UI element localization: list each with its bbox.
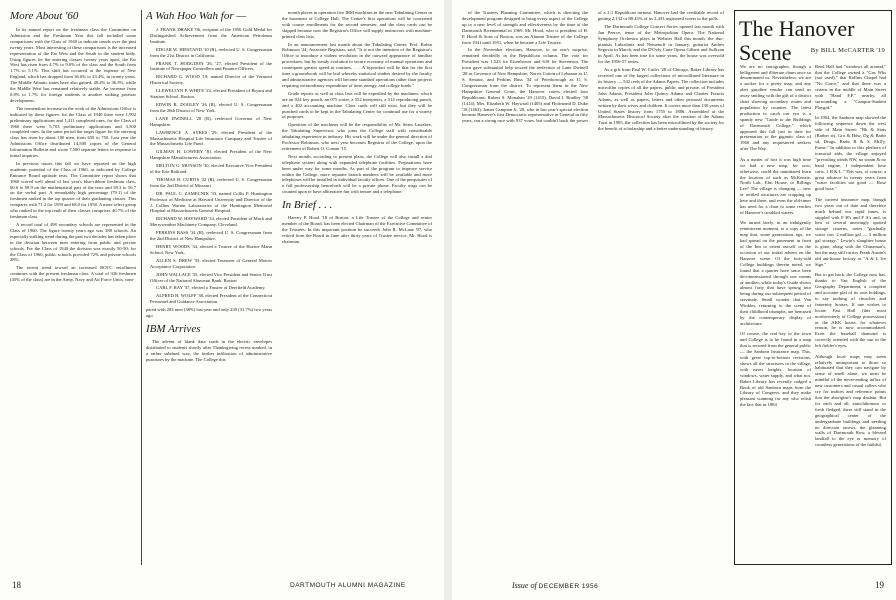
hanover-column-2 — [815, 59, 886, 559]
column-rule — [141, 10, 142, 565]
body-paragraph: We turned lately, in an indulgently reminiscent moment, to a copy of the map that, some generations ago, we had spread on the pavement in front of the Inn to orient ourself on the occasion of our initial advent on the Hanover scene. Of the forty-odd College buildings therein noted, we found that a quarter have since been decommissioned through one means or another; while today's Guide shows almost forty that have sprung into being during our subsequent period of servitude. Small wonder that Van Winkles, returning to the scene of their childhood triumphs, are bemused by the contemporary display of architecture. — [740, 220, 811, 326]
in-brief-continued-column — [462, 10, 724, 565]
body-paragraph: In its annual report on the freshman class the Committee on Admission and the Freshman Year this fall included some comparisons with the Class of 1940 to indicate trends over the past twenty years. Most interesting of these comparisons is the increased representation of the Far West and the South in the student body. Using figures for the entering classes twenty years apart, the Far West has risen from 4.7% to 9.0% of the class and the South from 1.7% to 5.1%. This shift has occurred at the expense of New England, which has dropped from 36.6% to 23.4%, in twenty years. The Middle Atlantic states have also gained, 40.4% to 36.5%, while the Middle West has remained relatively stable. An increase from 0.8% to 1.7% for foreign students is another striking postwar development. — [10, 27, 136, 103]
body-paragraph: In the November elections, Hanover, to no one's surprise, remained decidedly in the Republican column. The vote for President was 1,523 for Eisenhower and 618 for Stevenson. The town gave substantial help toward the reelection of Lane Dwinell '28 as Governor of New Hampshire, Norris Cotton of Lebanon as U. S. Senator, and Perkins Bass '34 of Peterborough as U. S. Congressman from the district. To represent them in the New Hampshire General Court, the Hanover voters elected four Republicans: Robert S. Monahan '29 (1415), David J. Bradley '38 (1414), Mrs. Elizabeth W. Hayward (1405) and Florimond D. Duke '18 (1463). James Campion Jr. '28, who in last year's special election became Hanover's first Democratic representative in General in fifty years, ran a strong race with 937 votes, but couldn't buck the power of a 2:1 Republican turnout. Hanover had the creditable record of getting 2,132 or 88.45% of its 2,433 registered voters to the polls. — [462, 10, 724, 124]
body-paragraph: Operation of the machines will be the responsibility of Mr. Sears Larrabee, the Tabulating Supervisor, who joins the College staff with considerable tabulating experience in industry. His work will be under the general direction of Professor Robinson, who next year becomes Registrar of the College, upon the retirement of Robert O. Conant '15. — [282, 122, 432, 151]
page-number-left: 18 — [12, 580, 21, 590]
ibm-arrives-heading: IBM Arrives — [146, 322, 201, 335]
body-paragraph: Reed Hall had "windows all around," that the College owned a "Gas Wks (not used)," that Rollins Chapel had "No Crnce," and that there was a cistern in the middle of Main Street with "Hand F.P." nearby, all surrounding a "Campus-Student Playgrd." — [815, 63, 886, 110]
hanover-scene-box — [734, 10, 892, 565]
body-paragraph: We are no cartographer, though a belligerent and illiterate chum once so denominated us. Nevertheless, we are a sucker for a pretty map, and any alert gasoline vendor can send us away smiling with the gift of a district chart showing secondary routes and population by counties. The latest production to catch our eye is a spandy new "Guide to the Buildings of Dartmouth College," which appeared this fall just in time for presentation to the gigantic class of 1960 and any sequestered seekers after The Way. — [740, 63, 811, 152]
gutter — [444, 0, 452, 600]
honor-entry: JOHN WALLACE '35, elected Vice President and Senior Trust Officer of the National Shawmut Bank, Boston. — [150, 271, 272, 283]
body-paragraph: The Dartmouth College Concert Series opened last month with Jan Peerce, tenor of the Metropolitan Opera. The National Symphony Orchestra plays in Webster Hall this month, the duo-pianists Luboshutz and Nemenoff in January, guitarist Andres Segovia in March, and the D'Oyly Carte Opera Gilbert and Sullivan in April. As has been true for some years, the house was oversold for the 1956-57 series. — [598, 23, 724, 65]
honor-entry: RICHARD G. WOOD '19, named Director of the Vermont Historical Society. — [150, 74, 272, 86]
body-paragraph: Of course, the real key to the town and College is to be found in a map that is secured from the general public — the Sanborn Insurance map. This, with great top-to-bottom revisions, shows all the structures in the village, with eaves heights, location of windows, water supply, and what not. Baker Library has recently cadged a Book of old Sanborn maps from the Library of Congress, and they make pleasant scanning for any who relish the fact that in 1884 — [740, 331, 811, 408]
body-paragraph: The recent trend toward an increased ROTC enrollment continues with the present freshman class. A total of 336 freshmen (45% of the class) are in the Army, Navy and Air Force Units, com- — [10, 265, 136, 283]
body-paragraph: Harvey P. Hood '18 of Boston, a Life Trustee of the College and senior member of the Board, has been elected Chairman of the Executive Committee of the Trustees. In this important position he succeeds John R. McLane '07, who retired from the Board in June after thirty years of Trustee service. Mr. Hood is chairman — [282, 215, 432, 244]
wah-hoo-wah-heading: A Wah Hoo Wah for — — [146, 10, 247, 22]
body-paragraph: The advent of blank data cards in the electric envelopes distributed to students shortly after Thanksgiving recess marked, in a rather subdued way, the further infiltration of administrative punctures by the machine. The College this — [146, 338, 272, 362]
magazine-footer: DARTMOUTH ALUMNI MAGAZINE — [290, 582, 406, 589]
body-paragraph: Grade reports as well as class lists will be expedited by the machines, which are an 024 key punch, an 075 sorter, a 552 interpreter, a 514 reproducing punch, and a 402 accounting machine. Class cards will still exist, but they will be punched cards to be kept in the Tabulating Center for continual use for a variety of purposes. — [282, 90, 432, 120]
more-about-60-column — [10, 10, 136, 565]
body-paragraph: Next month, according to present plans, the College will also install a dial telephone system along with expanded telephone facilities. Preparations have been under way for some months. As part of the program to improve service within the College, more separate branch numbers will be available and more telephones will be installed in individual faculty offices. One of the perquisites of a full professorship henceforth will be a private phone. Faculty wags can be counted upon to have alliterative fun with tenure and a telephone. — [282, 153, 432, 195]
body-paragraph: In an announcement last month about the Tabulating Center, Prof. Robin Robinson '24, Associate Registrar, said, "It is not the intention of the Registrar's Office to introduce a violent revolution in the outward appearance of familiar procedures, but by steady evolution to secure economy of manual operations and consequent greater speed in routines. . . . A byproduct will be that for the first time a groundwork will be laid whereby statistical studies desired by the faculty and administrative agencies will become standard operations rather than projects requiring extraordinary expenditure of time, energy, and college funds." — [282, 41, 432, 88]
body-paragraph: Although local maps may seem relatively unimportant to those so habituated that they can navigate by sense of smell alone, we must be mindful of the never-ending influx of new customers and casual callers who cry for indices and reference points that the aborigine's map disdain. But for each and all, autochthonous or fresh fledged, there still stand in the geographical center of the undergraduate buildings and needing no direction arrows, the gleaming walls of Dartmouth Row, a blessed landfall to the eye or memory of countless generations of the faithful. — [815, 353, 886, 448]
body-paragraph: In 1904, the Sanborn map showed the following sequence down the west side of Main Street: "Bk & Stats (Barber st), Gro & Hdw, Dg & Barbr sd, Drugs, Barbr B & S, Mill'y, Furne." In addition to this plethora of tonsorial aids, the village enjoyed "prevailing winds NW, no steam & no hand engine, 1 independent hose carts, 1 H & L." This was, of course, a great advance in twenty years from "water facilities not good — Hose good hose." — [815, 115, 886, 192]
body-paragraph: The tremendous increase in the work of the Admissions Office is indicated by these figures: for the Class of 1940 there were 1,992 preliminary applications and 1,411 completed ones, for the Class of 1960 there were 5,703 preliminary applications and 3,500 completed ones. In the same period the target figure for the entering class has risen by about 100 men, from 650 to 750. Last year the Admissions Office distributed 14,500 copies of the General Information Bulletin and wrote 7,500 separate letters in response to initial inquiries. — [10, 105, 136, 159]
issue-date: DECEMBER 1956 — [538, 583, 599, 590]
body-paragraph: As a matter of fact it was high time we had a new map, for now, otherwise, could the uninitiated learn the location of such as McKenzie, North Lab., Elm House, or Billings Lee? The village is changing — new or retitled structures are cropping up here and there, and even the old-timer has need for a chart to some reaches of Hanover's troubled waters. — [740, 156, 811, 215]
honor-entry: LAWRENCE A. SYKES '29, elected President of the Massachusetts Hospital Life Insurance Company and Trustee of the Massachusetts Life Fund. — [150, 129, 272, 147]
hanover-scene-byline: By BILL McCARTER '19 — [810, 47, 885, 54]
honor-entry: FRANK T. HODGDON '26, '27, elected President of the Institute of Newspaper Controllers and Finance Officers. — [150, 60, 272, 72]
body-paragraph: of the Trustees Planning Committee, which is directing the development program designed to bring every aspect of the College up to a new level of strength and effectiveness by the time of the Dartmouth Bicentennial in 1969. Mr. Hood, who is president of H. P. Hood & Sons of Boston, was an Alumni Trustee of the College from 1941 until 1951, when he became a Life Trustee. — [462, 10, 588, 45]
honor-entry: EDGAR W. HIESTAND '10 (R), reelected U. S. Congressman from the 21st District in California. — [150, 46, 272, 58]
honor-entry: ALLEN S. DREW '35, elected Treasurer of General Motors Acceptance Corporation. — [150, 257, 272, 269]
ibm-continued-column — [282, 10, 432, 565]
right-page — [452, 0, 896, 600]
body-paragraph: pared with 283 men (38%) last year and only 239 (31.7%) two years ago. — [146, 307, 272, 319]
honor-entry: EDWIN R. DOOLEY '26 (R), elected U. S. Congressman from the 26th District of New York. — [150, 101, 272, 113]
wah-hoo-wah-column — [146, 10, 272, 565]
issue-footer — [512, 581, 598, 590]
left-page — [0, 0, 444, 600]
hanover-scene-title: The Hanover Scene — [739, 16, 855, 65]
in-brief-heading: In Brief . . . — [282, 199, 333, 212]
honor-entry: RICHARD W. HAYWARD '34, elected President of Mack and Merryweather Machinery Company, Cleveland. — [150, 216, 272, 228]
more-about-60-heading: More About '60 — [10, 10, 79, 22]
honor-entry: MELTON G. MUNSON '30, elected Executive Vice President of the Erie Railroad. — [150, 163, 272, 175]
body-paragraph: The current insurance map, though two years out of date and therefore much behind our rapid times, is stippled with F H's and F A's and, in lieu of several unerringly spotted storage cisterns, notes "gradually water con. 2 million gal — 3 million gal storage." Lewin's slaughter house is gone, along with the Chinaman's, but the map still carries Frank Austin's old ant-house factory as "A & L Ice Stge." — [815, 196, 886, 267]
honor-entry: CARL F. RAY '37, elected a Trustee of Deerfield Academy. — [156, 285, 266, 291]
body-paragraph: In previous issues this fall we have reported on the high academic potential of the Class of 1960, as indicated by College Entrance Board aptitude tests. The Committee report shows that 1960 scored well ahead of last year's blue-ribbon freshman class, 60.6 to 58.9 on the mathematical part of the tests and 58.3 to 56.7 on the verbal part. A remarkably high percentage (79.1) of the freshmen ranked in the top quarter of their graduating classes. This compares with 71.2 for 1959 and 68.0 for 1958. A more select group who ranked in the top tenth of their classes comprises 40.7% of the freshman class. — [10, 160, 136, 220]
page-number-right: 19 — [875, 580, 884, 590]
honor-entry: GILMAN H. LOWERY '30, elected President of the New Hampshire Manufacturers Association. — [150, 149, 272, 161]
honor-entry: LANE DWINELL '28 (R), reelected Governor of New Hampshire. — [150, 115, 272, 127]
body-paragraph: But to get back, the College now has, thanks to Van English of the Geography Department, a complete and accurate plat of its own holdings, to say nothing of churches and fraternity houses. If one wishes to locate Fast Hall (this most northwesterly of College possessions) or the AKK house, for whatever reason, he is now accommodated. Even the baseball diamond is correctly oriented with the sun in the left fielder's eyes. — [815, 272, 886, 349]
issue-prefix: Issue of — [512, 581, 537, 590]
honor-entry: ALFRED H. WOLFF '38, elected President of the Connecticut Personnel and Guidance Association. — [150, 293, 272, 305]
body-paragraph: As a gift from Paul W. Cutler '28 of Chicago, Baker Library has received one of the largest collections of microfilmed literature in its history — 542 reels of the Adams Papers. The collection includes microfilm copies of all the papers, public and private, of President John Adams, President John Quincy Adams and Charles Francis Adams, as well as papers, letters and other personal documents written by their wives and children. It covers more than 130 years of United States history from 1755 to 1886. Assembled at the Massachusetts Historical Society after the creation of the Adams Trust in 1905, the collection has been microfilmed by the society for the benefit of scholarship and a better understanding of history. — [598, 67, 724, 132]
body-paragraph: month places in operation five IBM machines in the new Tabulating Center in the basement of College Hall. The Center's first operations will be concerned with course enrollments for the second semester, and the class cards can be skipped because now the Registrar's Office will supply instructors with machine-printed class lists. — [282, 10, 432, 39]
honor-entry: DR. PAUL C. ZAMECNIK '33, named Collis P. Huntington Professor of Medicine at Harvard University and Director of the J. Collins Warren Laboratories of the Huntington Memorial Hospital at Massachusetts General Hospital. — [150, 190, 272, 214]
honor-entry: HENRY WOODS '34, elected a Trustee of the Horace Mann School, New York. — [150, 244, 272, 255]
honor-entry: THOMAS B. CURTIS '32 (R), reelected U. S. Congressman from the 2nd District of Missouri. — [150, 176, 272, 188]
hanover-column-1 — [740, 59, 811, 559]
honor-entry: LLEWELLYN P. WHITE '23, elected President of Bryant and Stratton School, Boston. — [150, 88, 272, 100]
honor-entry: PERKINS BASS '34 (R), reelected U. S. Congressman from the 2nd District of New Hampshire. — [150, 230, 272, 242]
honor-entry: J. FRANK DRAKE '06, recipient of the 1956 Gold Medal for Distinguished Achievement from the American Petroleum Institute. — [150, 27, 272, 44]
body-paragraph: A record total of 498 secondary schools are represented in the Class of 1960. The figure twenty years ago was 388 schools. An especially striking trend during the past two decades has taken place in the division between men entering from public and private schools. For the Class of 1940 the division was exactly 50-50; for the Class of 1960, public schools provided 72% and private schools 28%. — [10, 222, 136, 263]
